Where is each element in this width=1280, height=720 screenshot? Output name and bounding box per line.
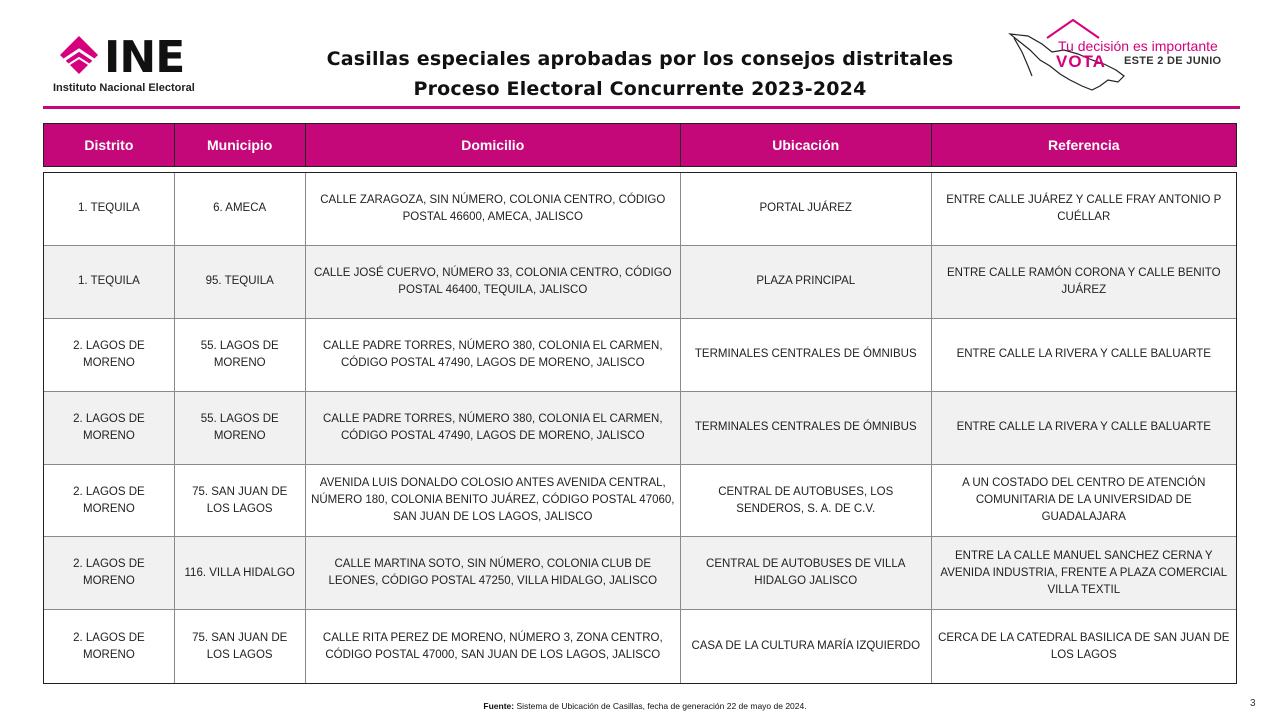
cell-distrito: 1. TEQUILA <box>44 246 175 318</box>
cell-distrito: 2. LAGOS DE MORENO <box>44 465 175 537</box>
cell-municipio: 55. LAGOS DE MORENO <box>175 319 306 391</box>
cell-distrito: 2. LAGOS DE MORENO <box>44 319 175 391</box>
cell-domicilio: CALLE PADRE TORRES, NÚMERO 380, COLONIA EL CARMEN, CÓDIGO POSTAL 47490, LAGOS DE MORENO, JALISCO <box>306 319 681 391</box>
house-outline-icon <box>1045 18 1101 40</box>
table-row <box>44 610 1236 683</box>
cell-referencia: A UN COSTADO DEL CENTRO DE ATENCIÓN COMUNITARIA DE LA UNIVERSIDAD DE GUADALAJARA <box>962 477 1206 523</box>
title-line-1: Casillas especiales aprobadas por los consejos distritales <box>326 48 954 70</box>
cell-domicilio: CALLE ZARAGOZA, SIN NÚMERO, COLONIA CENTRO, CÓDIGO POSTAL 46600, AMECA, JALISCO <box>306 173 681 245</box>
cell-domicilio: CALLE RITA PEREZ DE MORENO, NÚMERO 3, ZONA CENTRO, CÓDIGO POSTAL 47000, SAN JUAN DE LOS LAGOS, JALISCO <box>306 610 681 683</box>
campaign-tagline: Tu decisión es importante <box>1058 38 1218 54</box>
ine-logo <box>52 30 222 100</box>
table-header <box>43 123 1237 167</box>
cell-domicilio: CALLE JOSÉ CUERVO, NÚMERO 33, COLONIA CENTRO, CÓDIGO POSTAL 46400, TEQUILA, JALISCO <box>306 246 681 318</box>
cell-referencia: ENTRE CALLE LA RIVERA Y CALLE BALUARTE <box>956 421 1211 434</box>
cell-distrito: 2. LAGOS DE MORENO <box>44 392 175 464</box>
title-line-2: Proceso Electoral Concurrente 2023-2024 <box>413 78 867 100</box>
cell-domicilio: CALLE MARTINA SOTO, SIN NÚMERO, COLONIA CLUB DE LEONES, CÓDIGO POSTAL 47250, VILLA HIDALGO, JALISCO <box>306 537 681 609</box>
cell-distrito: 1. TEQUILA <box>44 173 175 245</box>
cell-municipio: 6. AMECA <box>175 173 306 245</box>
source-note <box>0 701 1280 711</box>
cell-ubicacion: TERMINALES CENTRALES DE ÓMNIBUS <box>681 319 932 391</box>
cell-referencia: ENTRE CALLE RAMÓN CORONA Y CALLE BENITO JUÁREZ <box>947 266 1221 296</box>
table-row <box>44 465 1236 538</box>
cell-municipio: 95. TEQUILA <box>175 246 306 318</box>
header-ubicacion: Ubicación <box>681 124 932 166</box>
campaign-date: ESTE 2 DE JUNIO <box>1124 55 1222 67</box>
table-row <box>44 392 1236 465</box>
cell-ubicacion: PLAZA PRINCIPAL <box>681 246 932 318</box>
page-title <box>290 44 990 104</box>
cell-ubicacion: CENTRAL DE AUTOBUSES DE VILLA HIDALGO JALISCO <box>681 537 932 609</box>
source-label: Fuente: <box>483 701 515 711</box>
cell-referencia: ENTRE LA CALLE MANUEL SANCHEZ CERNA Y AVENIDA INDUSTRIA, FRENTE A PLAZA COMERCIAL VILLA TEXTIL <box>940 549 1228 596</box>
page-number: 3 <box>1250 698 1256 709</box>
cell-distrito: 2. LAGOS DE MORENO <box>44 610 175 683</box>
cell-referencia: ENTRE CALLE LA RIVERA Y CALLE BALUARTE <box>956 348 1211 361</box>
header-divider <box>43 106 1240 109</box>
campaign-vota: VOTA <box>1056 52 1106 71</box>
cell-municipio: 55. LAGOS DE MORENO <box>175 392 306 464</box>
cell-domicilio: AVENIDA LUIS DONALDO COLOSIO ANTES AVENIDA CENTRAL, NÚMERO 180, COLONIA BENITO JUÁREZ, CÓDIGO POSTAL 47060, SAN JUAN DE LOS LAGOS, JALISCO <box>306 465 681 537</box>
header-domicilio: Domicilio <box>306 124 681 166</box>
cell-referencia: ENTRE CALLE JUÁREZ Y CALLE FRAY ANTONIO P CUÉLLAR <box>946 193 1222 223</box>
source-text: Sistema de Ubicación de Casillas, fecha de generación 22 de mayo de 2024. <box>516 701 807 711</box>
cell-ubicacion: CASA DE LA CULTURA MARÍA IZQUIERDO <box>681 610 932 683</box>
ine-subtitle: Instituto Nacional Electoral <box>53 82 195 94</box>
ine-wordmark: INE <box>104 32 185 83</box>
cell-municipio: 75. SAN JUAN DE LOS LAGOS <box>175 465 306 537</box>
table-row <box>44 246 1236 319</box>
table-row <box>44 173 1236 246</box>
header-referencia: Referencia <box>1047 137 1120 153</box>
cell-ubicacion: TERMINALES CENTRALES DE ÓMNIBUS <box>681 392 932 464</box>
cell-municipio: 75. SAN JUAN DE LOS LAGOS <box>175 610 306 683</box>
cell-municipio: 116. VILLA HIDALGO <box>175 537 306 609</box>
table-row <box>44 537 1236 610</box>
table-row <box>44 319 1236 392</box>
ine-diamond-icon <box>58 34 100 76</box>
cell-referencia: CERCA DE LA CATEDRAL BASILICA DE SAN JUAN DE LOS LAGOS <box>938 631 1230 661</box>
cell-distrito: 2. LAGOS DE MORENO <box>44 537 175 609</box>
header-distrito: Distrito <box>44 124 175 166</box>
cell-ubicacion: CENTRAL DE AUTOBUSES, LOS SENDEROS, S. A. DE C.V. <box>681 465 932 537</box>
table-body <box>43 172 1237 684</box>
header-municipio: Municipio <box>175 124 306 166</box>
vota-campaign-logo <box>1008 18 1236 100</box>
cell-ubicacion: PORTAL JUÁREZ <box>681 173 932 245</box>
cell-domicilio: CALLE PADRE TORRES, NÚMERO 380, COLONIA EL CARMEN, CÓDIGO POSTAL 47490, LAGOS DE MORENO, JALISCO <box>306 392 681 464</box>
